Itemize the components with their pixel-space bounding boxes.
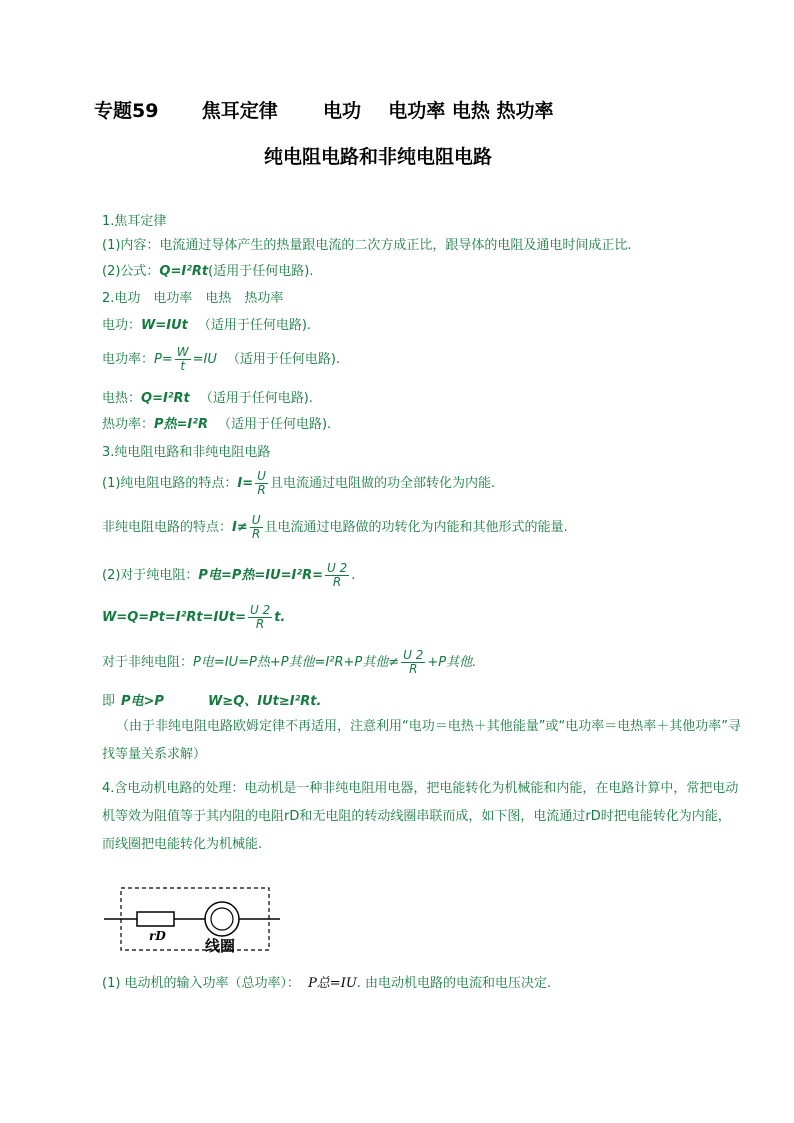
heatpower-formula: P热=I²R: [154, 417, 208, 432]
s3-pure-line: (1)纯电阻电路的特点：I= $\frac{U}{R}$ 且电流通过电阻做的功全部转化为内能.: [102, 469, 496, 497]
nonpure-fraction: $\frac{U}{R}$: [251, 513, 261, 541]
s3-nonpure2-line: 对于非纯电阻：P电=IU=P热+P其他=I²R+P其他≠ $\frac{U 2}{R}$ +P其他.: [102, 648, 477, 676]
title-joule-law: 焦耳定律: [201, 100, 278, 122]
motor-coil-symbol: [205, 902, 239, 936]
page-subtitle: 纯电阻电路和非纯电阻电路: [264, 146, 493, 168]
power-fraction: $\frac{W}{t}$: [176, 345, 189, 373]
s1-content: (1)内容：电流通过导体产生的热量跟电流的二次方成正比，跟导体的电阻及通电时间成正比.: [102, 238, 632, 253]
s3-ie-line: 即 P电>P W≥Q、IUt≥I²Rt.: [102, 694, 322, 709]
s3-heading: 3.纯电阻电路和非纯电阻电路: [102, 445, 271, 460]
resistor-label: rD: [149, 929, 166, 943]
s2-heat-line: 电热：Q=I²Rt （适用于任何电路).: [102, 391, 313, 406]
motor-circuit-diagram: [104, 886, 280, 954]
s2-heatpower-line: 热功率：P热=I²R （适用于任何电路).: [102, 417, 332, 432]
s3-nonpure-line: 非纯电阻电路的特点：I≠ $\frac{U}{R}$ 且电流通过电路做的功转化为内能和其他形式的能量.: [102, 513, 568, 541]
s2-power-line: 电功率：P= $\frac{W}{t}$ =IU （适用于任何电路).: [102, 345, 341, 373]
nonpure2-fraction: $\frac{U 2}{R}$: [403, 648, 424, 676]
s2-heading: 2.电功 电功率 电热 热功率: [102, 291, 284, 306]
s1-heading: 1.焦耳定律: [102, 214, 167, 229]
title-electric-work: 电功: [322, 100, 361, 122]
heat-formula: Q=I²Rt: [141, 391, 190, 406]
s3-note: （由于非纯电阻电路欧姆定律不再适用，注意利用“电功＝电热＋其他能量”或“电功率＝电热率＋其他功率”寻找等量关系求解）: [102, 719, 741, 762]
s4-input-power-line: (1) 电动机的输入功率（总功率）： P总=IU. 由电动机电路的电流和电压决定.: [102, 976, 552, 991]
pure2-fraction: $\frac{U 2}{R}$: [326, 561, 348, 589]
s4-text: 4.含电动机电路的处理：电动机是一种非纯电阻用电器，把电能转化为机械能和内能，在电路计算中，常把电动机等效为阻值等于其内阻的电阻rD和无电阻的转动线圈串联而成，如下图，电流通过rD时把电能转化为内能，而线圈把电能转化为机械能.: [102, 781, 739, 852]
coil-label: 线圈: [205, 937, 236, 954]
title-power-heat: 电功率 电热 热功率: [388, 100, 554, 122]
input-power-formula: P总=IU: [308, 976, 357, 991]
page-title: [94, 96, 553, 123]
topic-number: 专题59: [94, 100, 159, 122]
joule-formula: Q=I²Rt: [159, 264, 209, 279]
s1-formula-line: (2)公式：Q=I²Rt(适用于任何电路).: [102, 264, 314, 279]
s2-work-line: 电功：W=IUt （适用于任何电路).: [102, 318, 312, 333]
pure-fraction: $\frac{U}{R}$: [257, 469, 266, 497]
w-fraction: $\frac{U 2}{R}$: [249, 603, 271, 631]
work-formula: W=IUt: [141, 318, 188, 333]
resistor-rd: [137, 912, 174, 926]
s3-pure2-line: (2)对于纯电阻：P电=P热=IU=I²R= $\frac{U 2}{R}$ .: [102, 561, 356, 589]
s3-w-line: W=Q=Pt=I²Rt=IUt= $\frac{U 2}{R}$ t.: [102, 603, 286, 631]
